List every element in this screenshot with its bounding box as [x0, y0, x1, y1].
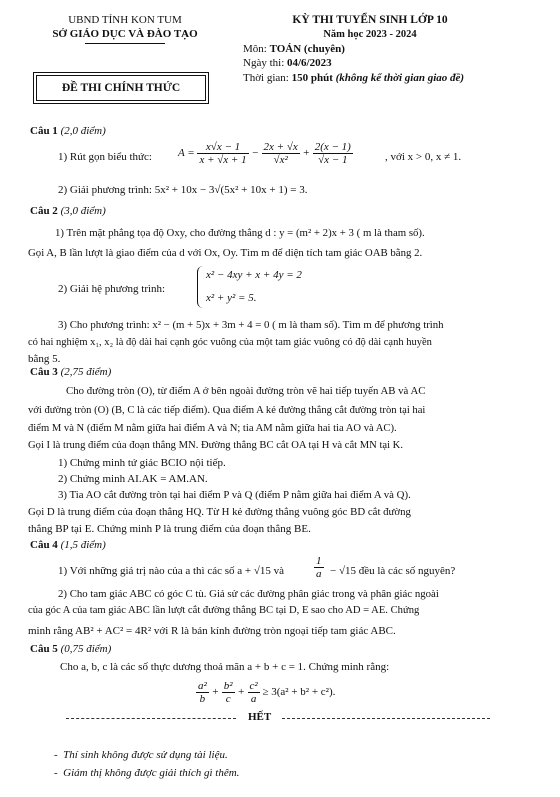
subject-value: TOÁN (chuyên) — [269, 43, 345, 55]
q2-points: (3,0 điểm) — [60, 205, 106, 217]
q4-part1-tail: − √15 đều là các số nguyên? — [330, 565, 456, 577]
q3-title: Câu 3 — [30, 366, 58, 378]
q3-line6: 2) Chứng minh AI.AK = AM.AN. — [58, 473, 208, 485]
subject-row — [243, 43, 345, 55]
department-underline — [85, 43, 165, 44]
q3-line9: thẳng BP tại E. Chứng minh P là trung điểm của đoạn thẳng BE. — [28, 523, 311, 535]
q5-inequality-tail: ≥ 3(a² + b² + c²). — [262, 686, 336, 699]
q3-line4: Gọi I là trung điểm của đoạn thẳng MN. Đường thẳng BC cắt OA tại H và cắt MN tại K. — [28, 440, 403, 451]
q5-inequality: $\frac{\text{a²}}{b}$ + $\frac{\text{b²}}{c}$ + $\frac{\text{c²}}{a}$ ≥ 3(a² + b² + c²). — [198, 680, 336, 705]
q2-title: Câu 2 — [30, 205, 58, 217]
q3-line1: Cho đường tròn (O), từ điểm A ở bên ngoài đường tròn vẽ hai tiếp tuyến AB và AC — [66, 385, 426, 397]
q2-part1-line2: Gọi A, B lần lượt là giao điểm của d với Ox, Oy. Tìm m để diện tích tam giác OAB bằng 2. — [28, 247, 423, 259]
q3-line8: Gọi D là trung điểm của đoạn thẳng HQ. Từ H kẻ đường thẳng vuông góc BD cắt đường — [28, 506, 411, 518]
q3-line5: 1) Chứng minh tứ giác BCIO nội tiếp. — [58, 457, 226, 469]
q5-line1: Cho a, b, c là các số thực dương thoả mãn a + b + c = 1. Chứng minh rằng: — [60, 661, 390, 673]
q4-part1-lead: 1) Với những giá trị nào của a thì các số a + √15 và — [58, 565, 285, 577]
q5-title: Câu 5 — [30, 643, 58, 655]
time-note: (không kể thời gian giao đề) — [335, 72, 465, 84]
subject-label: Môn: — [243, 43, 267, 55]
date-row — [243, 57, 332, 69]
date-label: Ngày thi: — [243, 57, 285, 69]
date-value: 04/6/2023 — [287, 57, 332, 69]
q4-part2-line3: minh rằng AB² + AC² = 4R² với R là bán kính đường tròn ngoại tiếp tam giác ABC. — [28, 625, 396, 637]
q1-title: Câu 1 — [30, 125, 58, 137]
q5-heading — [30, 643, 111, 655]
q4-points: (1,5 điểm) — [60, 539, 106, 551]
q2-part3-line1: 3) Cho phương trình: x² − (m + 5)x + 3m + 4 = 0 ( m là tham số). Tìm m để phương trình — [58, 319, 444, 331]
q4-reciprocal: $\frac{1}{a}$ — [316, 555, 322, 580]
q3-line2: với đường tròn (O) (B, C là các tiếp điểm). Qua điểm A kẻ đường thẳng cắt đường tròn tại hai — [28, 405, 426, 416]
q5-points: (0,75 điểm) — [60, 643, 112, 655]
q1-frac-1: $\frac{x√x - 1}{x + √x + 1}$ — [199, 141, 247, 166]
end-rule-left — [66, 718, 236, 719]
q2-part3-line3: bằng 5. — [28, 353, 61, 365]
q2-system-eq2: x² + y² = 5. — [206, 292, 257, 304]
q1-part1-lead: 1) Rút gọn biểu thức: — [58, 151, 152, 163]
exam-title: KỲ THI TUYỂN SINH LỚP 10 — [292, 14, 448, 26]
q1-condition: , với x > 0, x ≠ 1. — [385, 151, 462, 163]
q4-part2-line1: 2) Cho tam giác ABC có góc C tù. Giả sử các đường phân giác trong và phân giác ngoài — [58, 588, 439, 600]
q2-part1-line1: 1) Trên mặt phẳng tọa độ Oxy, cho đường thẳng d : y = (m² + 2)x + 3 ( m là tham số). — [55, 227, 425, 239]
q3-heading — [30, 366, 111, 378]
end-rule-right — [282, 718, 490, 719]
authority-line: UBND TỈNH KON TUM — [68, 14, 182, 26]
time-value: 150 phút — [291, 72, 333, 84]
q2-heading — [30, 205, 106, 217]
q4-heading — [30, 539, 106, 551]
end-mark: HẾT — [248, 711, 272, 723]
q1-frac-3: $\frac{2(x - 1)}{√x - 1}$ — [314, 141, 351, 166]
official-exam-badge: ĐỀ THI CHÍNH THỨC — [36, 75, 206, 101]
exam-year: Năm học 2023 - 2024 — [323, 29, 417, 40]
q1-expression: A = $\frac{x√x - 1}{x + √x + 1}$ − $\frac{2x + √x}{\text{√x²}}$ + $\frac{2(x - 1)}{√x - 1}$ — [178, 141, 351, 166]
q1-frac-2: $\frac{2x + √x}{\text{√x²}}$ — [263, 141, 298, 166]
q1-part2: 2) Giải phương trình: 5x² + 10x − 3√(5x² + 10x + 1) = 3. — [58, 184, 308, 196]
note-item: - Thí sinh không được sử dụng tài liệu. — [54, 749, 228, 761]
q3-line3: điểm M và N (điểm M nằm giữa hai điểm A và N; tia AM nằm giữa hai tia AO và AC). — [28, 423, 397, 434]
q3-line7: 3) Tia AO cắt đường tròn tại hai điểm P và Q (điểm P nằm giữa hai điểm A và Q). — [58, 489, 411, 501]
q2-part2-lead: 2) Giải hệ phương trình: — [58, 283, 166, 295]
q2-system-brace — [197, 266, 204, 308]
q1-heading — [30, 125, 106, 137]
q4-title: Câu 4 — [30, 539, 58, 551]
time-label: Thời gian: — [243, 72, 289, 84]
q2-system-eq1: x² − 4xy + x + 4y = 2 — [206, 269, 302, 281]
q3-points: (2,75 điểm) — [60, 366, 112, 378]
note-item: - Giám thị không được giải thích gì thêm. — [54, 767, 240, 779]
q4-part2-line2: của góc A của tam giác ABC lần lượt cắt đường thẳng BC tại D, E sao cho AD = AE. Chứng — [28, 605, 420, 616]
time-row — [243, 72, 464, 84]
q2-part3-line2: có hai nghiệm x₁, x₂ là độ dài hai cạnh góc vuông của một tam giác vuông có độ dài cạnh huyền — [28, 337, 432, 348]
q1-points: (2,0 điểm) — [60, 125, 106, 137]
department-line: SỞ GIÁO DỤC VÀ ĐÀO TẠO — [52, 28, 198, 40]
